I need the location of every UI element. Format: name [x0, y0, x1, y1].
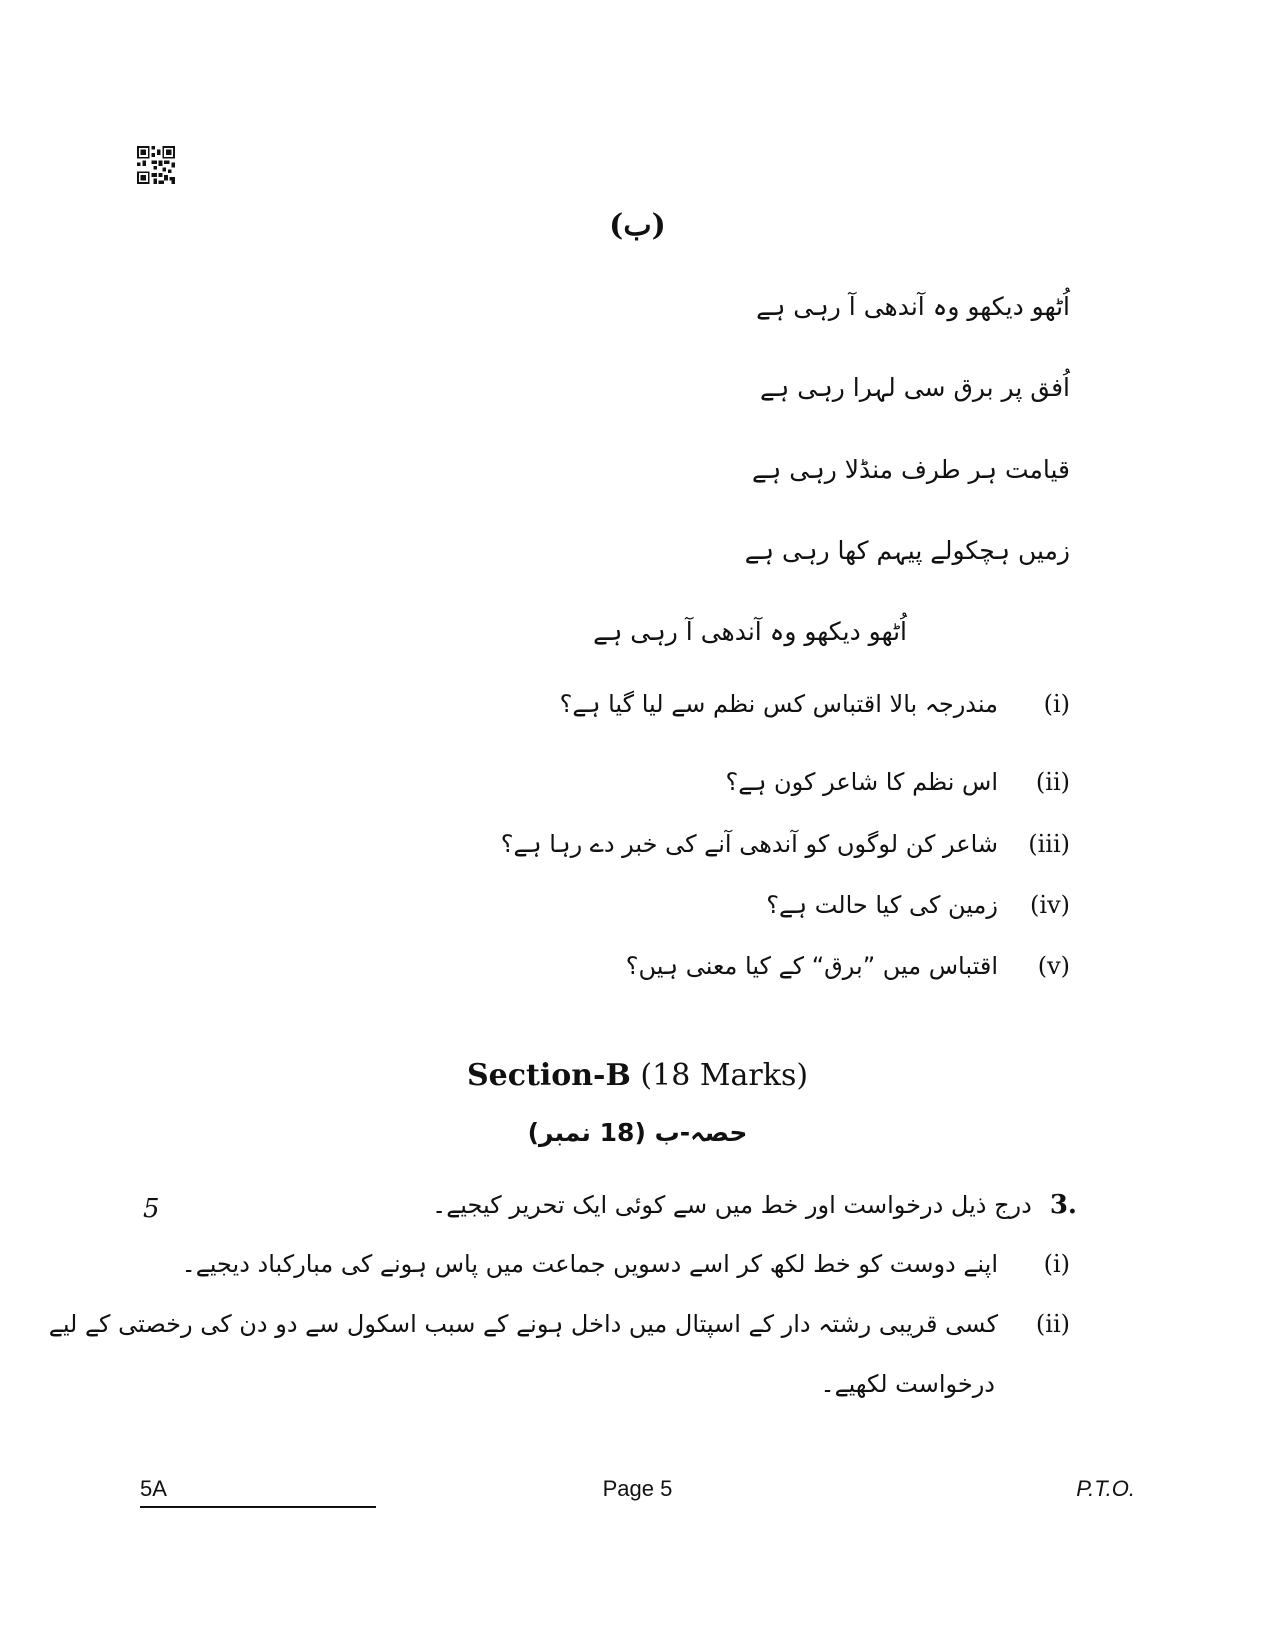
section-marks: (18 Marks) — [640, 1058, 809, 1093]
question-3-option — [182, 1250, 1070, 1278]
question-marks: 5 — [143, 1194, 160, 1224]
question-number: (i) — [1043, 690, 1070, 718]
question-3-number: 3. — [1049, 1190, 1077, 1220]
footer-divider — [140, 1506, 376, 1508]
question-text: زمین کی کیا حالت ہے؟ — [766, 891, 998, 919]
question-text: اقتباس میں ”برق“ کے کیا معنی ہیں؟ — [625, 952, 998, 980]
poem-line: اُٹھو دیکھو وہ آندھی آ رہی ہے — [756, 292, 1070, 321]
question-3-option — [49, 1310, 1070, 1338]
option-text: کسی قریبی رشتہ دار کے اسپتال میں داخل ہونے کے سبب اسکول سے دو دن کی رخصتی کے لیے — [48, 1310, 998, 1338]
option-number: (i) — [1043, 1250, 1070, 1278]
question-item — [501, 830, 1070, 858]
section-heading — [0, 1058, 1275, 1093]
option-number: (ii) — [1035, 1310, 1070, 1338]
section-urdu-title: حصہ-ب (18 نمبر) — [527, 1118, 748, 1147]
pto-label: P.T.O. — [1076, 1476, 1135, 1501]
question-number: (ii) — [1035, 768, 1070, 796]
question-3-prompt: درج ذیل درخواست اور خط میں سے کوئی ایک تحریر کیجیے۔ — [432, 1191, 1032, 1219]
poem-line: قیامت ہر طرف منڈلا رہی ہے — [751, 455, 1070, 484]
question-3 — [432, 1190, 1077, 1220]
question-item — [560, 690, 1070, 718]
option-text-continuation: درخواست لکھیے۔ — [820, 1370, 995, 1398]
question-number: (iv) — [1030, 891, 1070, 919]
question-number: (iii) — [1028, 830, 1070, 858]
poem-line: اُفق پر برق سی لہرا رہی ہے — [760, 373, 1070, 402]
question-item — [726, 768, 1070, 796]
question-number: (v) — [1037, 952, 1070, 980]
page-number: Page 5 — [602, 1476, 673, 1501]
qr-code-icon — [137, 146, 175, 184]
poem-closing-line: اُٹھو دیکھو وہ آندھی آ رہی ہے — [593, 617, 907, 646]
question-item — [766, 891, 1070, 919]
option-text: اپنے دوست کو خط لکھ کر اسے دسویں جماعت میں پاس ہونے کی مبارکباد دیجیے۔ — [181, 1250, 998, 1278]
question-text: اس نظم کا شاعر کون ہے؟ — [725, 768, 998, 796]
question-text: شاعر کن لوگوں کو آندھی آنے کی خبر دے رہا ہے؟ — [500, 830, 998, 858]
poem-line: زمیں ہچکولے پیہم کھا رہی ہے — [744, 536, 1070, 565]
question-item — [626, 952, 1070, 980]
subsection-label: (ب) — [609, 208, 666, 243]
section-title: Section-B — [466, 1058, 631, 1093]
paper-code: 5A — [140, 1476, 167, 1501]
question-text: مندرجہ بالا اقتباس کس نظم سے لیا گیا ہے؟ — [559, 690, 998, 718]
